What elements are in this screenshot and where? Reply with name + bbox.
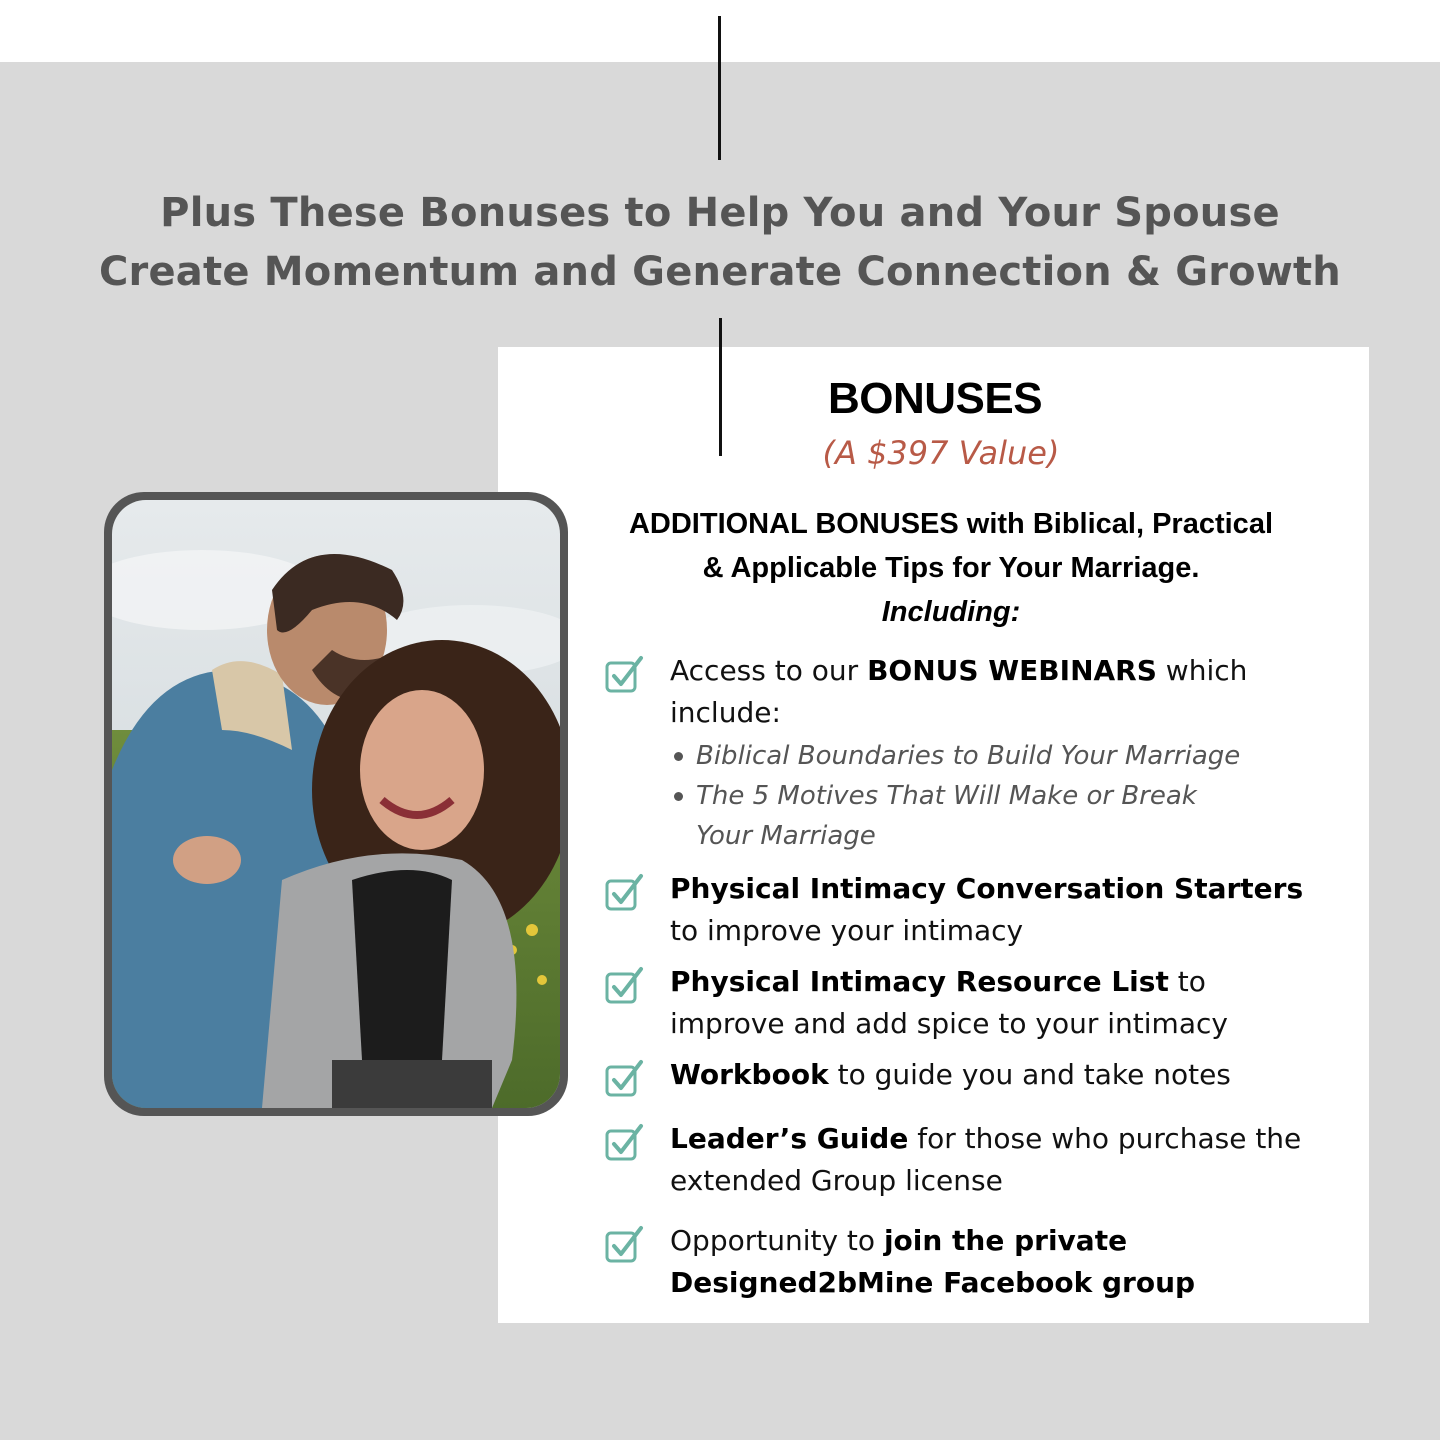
list-item-text: Workbook to guide you and take notes [670,1058,1231,1091]
intro-line-2: & Applicable Tips for Your Marriage. [702,552,1200,584]
list-item-bold: join the private Designed2bMine Facebook group [670,1224,1196,1299]
checkbox-check-icon [604,965,644,1005]
divider-line-middle [719,318,722,456]
page-headline [60,184,1380,302]
couple-photo-frame [104,492,568,1116]
couple-photo [112,500,560,1108]
list-item-bold: Workbook [670,1058,829,1091]
list-item-text: Leader’s Guide for those who purchase the extended Group license [670,1122,1302,1197]
intro-including: Including: [881,596,1021,628]
list-item-text: Access to our BONUS WEBINARS which include: [670,654,1248,729]
checkbox-check-icon [604,654,644,694]
headline-line-1: Plus These Bonuses to Help You and Your Spouse [160,190,1280,236]
checkbox-check-icon [604,872,644,912]
bonus-value: (A $397 Value) [822,434,1060,472]
list-item-bold: Physical Intimacy Resource List [670,965,1169,998]
divider-line-top [718,16,721,160]
list-item-text: Physical Intimacy Resource List to improve and add spice to your intimacy [670,965,1228,1040]
checkbox-check-icon [604,1224,644,1264]
checkbox-check-icon [604,1058,644,1098]
headline-line-2: Create Momentum and Generate Connection & Growth [99,249,1341,295]
intro-line-1: ADDITIONAL BONUSES with Biblical, Practical [628,508,1274,540]
list-item-bold: Leader’s Guide [670,1122,909,1155]
bonuses-intro [590,502,1312,634]
sub-list-item: Biblical Boundaries to Build Your Marriage [696,736,1296,776]
list-item-text: Opportunity to join the private Designed2bMine Facebook group [670,1224,1196,1299]
bonuses-title: BONUSES [827,374,1043,423]
bullet-dot-icon [674,792,683,801]
list-item-bold: Physical Intimacy Conversation Starters [670,872,1304,905]
bullet-dot-icon [674,752,683,761]
list-item-bold: BONUS WEBINARS [867,654,1157,687]
checkbox-check-icon [604,1122,644,1162]
list-item-text: Physical Intimacy Conversation Starters to improve your intimacy [670,872,1304,947]
sub-list-item: The 5 Motives That Will Make or Break Your Marriage [696,776,1256,856]
